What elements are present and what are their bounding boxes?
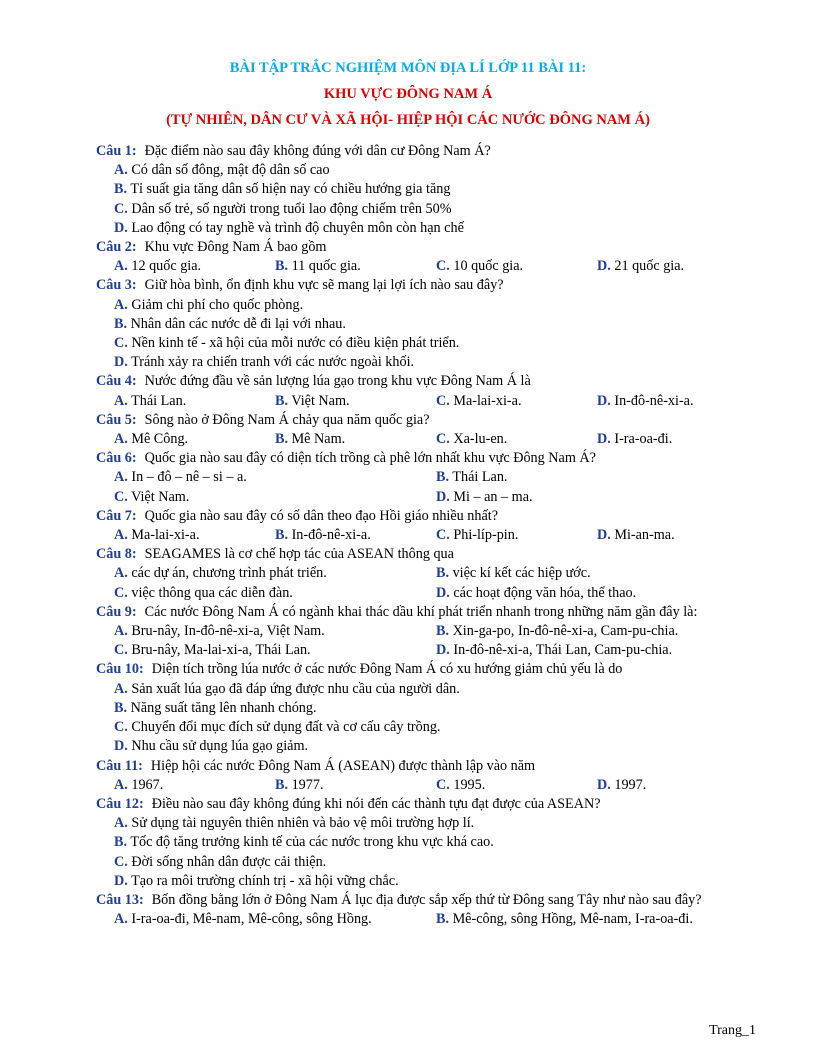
option-text: Việt Nam. <box>131 488 190 505</box>
option-letter: B. <box>114 315 128 332</box>
option-text: Chuyển đổi mục đích sử dụng đất và cơ cấu cây trồng. <box>131 719 441 736</box>
option-letter: D. <box>597 392 611 409</box>
answer-options <box>96 392 760 411</box>
answer-option <box>114 699 760 718</box>
answer-options <box>96 257 760 276</box>
option-letter: C. <box>114 584 128 601</box>
option-letter: C. <box>436 431 450 448</box>
option-letter: C. <box>114 335 128 352</box>
option-letter: C. <box>436 776 450 793</box>
option-letter: B. <box>114 699 128 716</box>
answer-option <box>114 296 760 315</box>
option-letter: C. <box>114 719 128 736</box>
option-text: In-đô-nê-xi-a. <box>291 527 371 544</box>
answer-option <box>114 334 760 353</box>
option-text: 1967. <box>131 776 164 793</box>
question-number: Câu 1: <box>96 143 137 159</box>
option-text: Mê-công, sông Hồng, Mê-nam, I-ra-oa-đi. <box>452 911 693 928</box>
option-text: Xa-lu-en. <box>453 431 508 448</box>
question-stem <box>96 660 760 679</box>
option-letter: A. <box>114 527 128 544</box>
question-list <box>96 142 760 929</box>
answer-option <box>114 814 760 833</box>
option-letter: A. <box>114 623 128 640</box>
answer-options <box>96 910 760 929</box>
option-letter: B. <box>436 565 450 582</box>
question-text: Bốn đồng bằng lớn ở Đông Nam Á lục địa được sắp xếp thứ từ Đông sang Tây như nào sau đây? <box>151 891 702 908</box>
answer-option <box>275 392 436 411</box>
option-text: Sử dụng tài nguyên thiên nhiên và bảo vệ môi trường hợp lí. <box>131 815 475 832</box>
option-text: I-ra-oa-đi. <box>614 431 673 448</box>
answer-option <box>114 680 760 699</box>
option-letter: D. <box>114 738 128 755</box>
option-letter: D. <box>114 219 128 236</box>
option-text: 1997. <box>614 776 647 793</box>
question-text: Giữ hòa bình, ổn định khu vực sẽ mang lại lợi ích nào sau đây? <box>144 277 504 294</box>
option-letter: A. <box>114 162 128 179</box>
option-text: Nhân dân các nước dễ đi lại với nhau. <box>130 315 346 332</box>
question-text: Nước đứng đầu về sản lượng lúa gạo trong khu vực Đông Nam Á là <box>144 373 531 390</box>
option-letter: C. <box>114 488 128 505</box>
answer-option <box>114 468 436 487</box>
option-letter: D. <box>114 354 128 371</box>
answer-option <box>114 200 760 219</box>
option-letter: D. <box>597 431 611 448</box>
option-letter: A. <box>114 469 128 486</box>
option-text: 12 quốc gia. <box>131 258 202 275</box>
option-letter: B. <box>275 258 289 275</box>
answer-option <box>114 392 275 411</box>
question-text: Quốc gia nào sau đây có diện tích trồng cà phê lớn nhất khu vực Đông Nam Á? <box>144 450 596 467</box>
answer-options <box>96 296 760 373</box>
option-letter: C. <box>436 392 450 409</box>
answer-option <box>114 488 436 507</box>
option-letter: B. <box>114 834 128 851</box>
answer-options <box>96 430 760 449</box>
option-letter: A. <box>114 565 128 582</box>
question-text: Sông nào ở Đông Nam Á chảy qua năm quốc gia? <box>144 411 430 428</box>
option-text: Năng suất tăng lên nhanh chóng. <box>130 699 317 716</box>
option-text: Mi – an – ma. <box>453 488 533 505</box>
question-text: Điều nào sau đây không đúng khi nói đến các thành tựu đạt được của ASEAN? <box>151 795 601 812</box>
answer-option <box>436 392 597 411</box>
option-letter: C. <box>114 853 128 870</box>
question-stem <box>96 603 760 622</box>
answer-option <box>114 833 760 852</box>
answer-option <box>436 468 758 487</box>
option-text: Tốc độ tăng trưởng kinh tế của các nước trong khu vực khá cao. <box>130 834 494 851</box>
answer-option <box>114 718 760 737</box>
option-letter: A. <box>114 392 128 409</box>
option-letter: A. <box>114 258 128 275</box>
answer-option <box>114 737 760 756</box>
option-text: Thái Lan. <box>452 469 508 486</box>
option-letter: B. <box>275 527 289 544</box>
option-text: Nền kinh tế - xã hội của mỗi nước có điều kiện phát triển. <box>131 335 460 352</box>
answer-options <box>96 814 760 891</box>
question-text: Quốc gia nào sau đây có số dân theo đạo Hồi giáo nhiều nhất? <box>144 507 499 524</box>
answer-option <box>597 526 758 545</box>
question-text: SEAGAMES là cơ chế hợp tác của ASEAN thông qua <box>144 546 454 563</box>
answer-option <box>114 584 436 603</box>
option-text: Việt Nam. <box>291 392 350 409</box>
answer-option <box>275 430 436 449</box>
question-text: Đặc điểm nào sau đây không đúng với dân cư Đông Nam Á? <box>144 143 491 159</box>
option-letter: B. <box>275 392 289 409</box>
title-line-2: KHU VỰC ĐÔNG NAM Á <box>323 86 493 102</box>
option-letter: A. <box>114 680 128 697</box>
option-letter: D. <box>597 527 611 544</box>
question-stem <box>96 507 760 526</box>
option-text: In-đô-nê-xi-a, Thái Lan, Cam-pu-chia. <box>453 642 673 659</box>
option-letter: B. <box>436 623 450 640</box>
question-number: Câu 12: <box>96 795 144 812</box>
question-stem <box>96 757 760 776</box>
option-text: Ma-lai-xi-a. <box>453 392 522 409</box>
option-text: Sản xuất lúa gạo đã đáp ứng được nhu cầu của người dân. <box>131 680 460 697</box>
option-text: Mê Công. <box>131 431 189 448</box>
question-item <box>96 142 760 238</box>
question-stem <box>96 411 760 430</box>
answer-option <box>114 353 760 372</box>
answer-option <box>114 315 760 334</box>
question-number: Câu 4: <box>96 373 137 390</box>
answer-option <box>436 430 597 449</box>
option-text: Thái Lan. <box>131 392 187 409</box>
option-text: Tránh xảy ra chiến tranh với các nước ngoài khối. <box>131 354 415 371</box>
answer-option <box>436 526 597 545</box>
answer-options <box>96 776 760 795</box>
question-number: Câu 10: <box>96 661 144 678</box>
answer-option <box>114 430 275 449</box>
answer-option <box>275 257 436 276</box>
question-stem <box>96 372 760 391</box>
question-number: Câu 6: <box>96 450 137 467</box>
answer-option <box>436 257 597 276</box>
question-number: Câu 11: <box>96 757 143 774</box>
question-stem <box>96 449 760 468</box>
option-text: các dự án, chương trình phát triển. <box>131 565 327 582</box>
question-item <box>96 545 760 603</box>
option-text: việc thông qua các diễn đàn. <box>131 584 293 601</box>
answer-option <box>436 776 597 795</box>
question-item <box>96 449 760 507</box>
answer-option <box>597 430 758 449</box>
answer-option <box>114 622 436 641</box>
option-text: I-ra-oa-đi, Mê-nam, Mê-công, sông Hồng. <box>131 911 372 928</box>
answer-option <box>597 392 758 411</box>
question-stem <box>96 238 760 257</box>
option-text: 11 quốc gia. <box>291 258 361 275</box>
option-letter: C. <box>436 527 450 544</box>
answer-option <box>436 584 758 603</box>
option-text: Bru-nây, Ma-lai-xi-a, Thái Lan. <box>131 642 311 659</box>
option-text: 1977. <box>291 776 324 793</box>
answer-option <box>114 180 760 199</box>
answer-options <box>96 526 760 545</box>
option-letter: B. <box>436 469 450 486</box>
option-text: Dân số trẻ, số người trong tuổi lao động chiếm trên 50% <box>131 200 452 217</box>
option-text: Xin-ga-po, In-đô-nê-xi-a, Cam-pu-chia. <box>452 623 679 640</box>
option-letter: D. <box>114 872 128 889</box>
option-letter: D. <box>436 488 450 505</box>
option-text: Ma-lai-xi-a. <box>131 527 200 544</box>
option-letter: A. <box>114 911 128 928</box>
question-number: Câu 13: <box>96 891 144 908</box>
option-letter: B. <box>275 776 289 793</box>
option-letter: C. <box>436 258 450 275</box>
question-number: Câu 7: <box>96 507 137 524</box>
answer-option <box>275 526 436 545</box>
option-letter: A. <box>114 776 128 793</box>
option-text: việc kí kết các hiệp ước. <box>452 565 591 582</box>
option-text: Nhu cầu sử dụng lúa gạo giảm. <box>131 738 309 755</box>
question-item <box>96 507 760 545</box>
answer-options <box>96 680 760 757</box>
answer-option <box>114 910 436 929</box>
option-letter: B. <box>436 911 450 928</box>
question-item <box>96 757 760 795</box>
option-letter: A. <box>114 815 128 832</box>
option-text: 1995. <box>453 776 486 793</box>
question-number: Câu 5: <box>96 411 137 428</box>
answer-option <box>275 776 436 795</box>
question-item <box>96 795 760 891</box>
option-letter: D. <box>436 584 450 601</box>
answer-option <box>436 622 758 641</box>
option-text: Đời sống nhân dân được cải thiện. <box>131 853 327 870</box>
answer-option <box>436 910 758 929</box>
option-letter: D. <box>597 776 611 793</box>
question-item <box>96 891 760 929</box>
answer-option <box>114 526 275 545</box>
option-letter: D. <box>597 258 611 275</box>
page-number: Trang_1 <box>709 1023 756 1038</box>
question-stem <box>96 891 760 910</box>
option-text: các hoạt động văn hóa, thể thao. <box>453 584 637 601</box>
answer-options <box>96 468 760 506</box>
question-item <box>96 372 760 410</box>
option-text: Tạo ra môi trường chính trị - xã hội vững chắc. <box>131 872 399 889</box>
answer-option <box>597 257 758 276</box>
question-stem <box>96 142 760 161</box>
answer-options <box>96 564 760 602</box>
answer-option <box>436 488 758 507</box>
answer-option <box>114 219 760 238</box>
option-letter: A. <box>114 296 128 313</box>
question-number: Câu 3: <box>96 277 137 294</box>
question-number: Câu 9: <box>96 603 137 620</box>
option-text: 21 quốc gia. <box>614 258 685 275</box>
question-item <box>96 603 760 661</box>
question-item <box>96 411 760 449</box>
question-item <box>96 276 760 372</box>
option-text: Tỉ suất gia tăng dân số hiện nay có chiều hướng gia tăng <box>130 181 451 198</box>
answer-options <box>96 161 760 238</box>
answer-option <box>114 161 760 180</box>
option-letter: B. <box>114 181 128 198</box>
title-line-1: BÀI TẬP TRẮC NGHIỆM MÔN ĐỊA LÍ LỚP 11 BÀI 11: <box>229 60 587 76</box>
question-text: Hiệp hội các nước Đông Nam Á (ASEAN) được thành lập vào năm <box>150 757 536 774</box>
answer-option <box>114 853 760 872</box>
question-item <box>96 238 760 276</box>
question-text: Các nước Đông Nam Á có ngành khai thác dầu khí phát triển nhanh trong những năm gần đây là: <box>144 603 698 620</box>
question-stem <box>96 795 760 814</box>
answer-option <box>114 257 275 276</box>
question-text: Khu vực Đông Nam Á bao gồm <box>144 239 327 256</box>
title-line-3: (TỰ NHIÊN, DÂN CƯ VÀ XÃ HỘI- HIỆP HỘI CÁC NƯỚC ĐÔNG NAM Á) <box>166 112 650 128</box>
answer-option <box>597 776 758 795</box>
answer-option <box>114 564 436 583</box>
option-text: Giảm chi phí cho quốc phòng. <box>131 296 304 313</box>
answer-option <box>114 641 436 660</box>
question-stem <box>96 276 760 295</box>
answer-option <box>436 641 758 660</box>
answer-option <box>114 776 275 795</box>
option-text: 10 quốc gia. <box>453 258 524 275</box>
option-text: Bru-nây, In-đô-nê-xi-a, Việt Nam. <box>131 623 325 640</box>
answer-option <box>436 564 758 583</box>
question-text: Diện tích trồng lúa nước ở các nước Đông Nam Á có xu hướng giảm chủ yếu là do <box>151 661 623 678</box>
answer-option <box>114 872 760 891</box>
question-item <box>96 660 760 756</box>
option-letter: B. <box>275 431 289 448</box>
option-letter: C. <box>114 200 128 217</box>
question-number: Câu 2: <box>96 239 137 256</box>
question-number: Câu 8: <box>96 546 137 563</box>
option-text: Mi-an-ma. <box>614 527 675 544</box>
option-text: Có dân số đông, mật độ dân số cao <box>131 162 330 179</box>
option-letter: C. <box>114 642 128 659</box>
option-text: In – đô – nê – si – a. <box>131 469 247 486</box>
option-letter: D. <box>436 642 450 659</box>
option-text: Phi-líp-pin. <box>453 527 519 544</box>
option-letter: A. <box>114 431 128 448</box>
option-text: In-đô-nê-xi-a. <box>614 392 694 409</box>
option-text: Lao động có tay nghề và trình độ chuyên môn còn hạn chế <box>131 219 464 236</box>
answer-options <box>96 622 760 660</box>
option-text: Mê Nam. <box>291 431 346 448</box>
question-stem <box>96 545 760 564</box>
